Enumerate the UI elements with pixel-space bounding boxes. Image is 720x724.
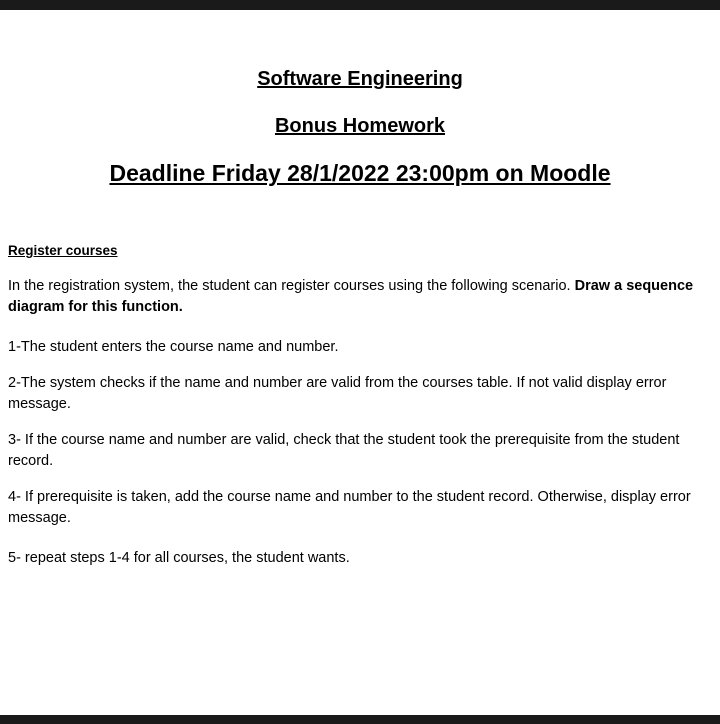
- document-page: [0, 10, 720, 715]
- step-3: 3- If the course name and number are valid, check that the student took the prerequisite from the student record.: [8, 432, 680, 469]
- step-4: 4- If prerequisite is taken, add the course name and number to the student record. Otherwise, display error message.: [8, 489, 691, 526]
- step-1: 1-The student enters the course name and number.: [8, 339, 339, 355]
- step-2: 2-The system checks if the name and number are valid from the courses table. If not valid display error message.: [8, 375, 667, 412]
- intro-paragraph: [8, 276, 712, 318]
- step-5: 5- repeat steps 1-4 for all courses, the student wants.: [8, 550, 350, 566]
- document-subtitle: Bonus Homework: [274, 115, 446, 137]
- intro-text: In the registration system, the student can register courses using the following scenario.: [8, 278, 575, 294]
- section-heading: Register courses: [8, 243, 118, 258]
- intro-bold-instruction: Draw a sequence diagram for this function.: [8, 278, 694, 315]
- document-title: Software Engineering: [257, 68, 463, 90]
- deadline-heading: Deadline Friday 28/1/2022 23:00pm on Moodle: [109, 160, 611, 186]
